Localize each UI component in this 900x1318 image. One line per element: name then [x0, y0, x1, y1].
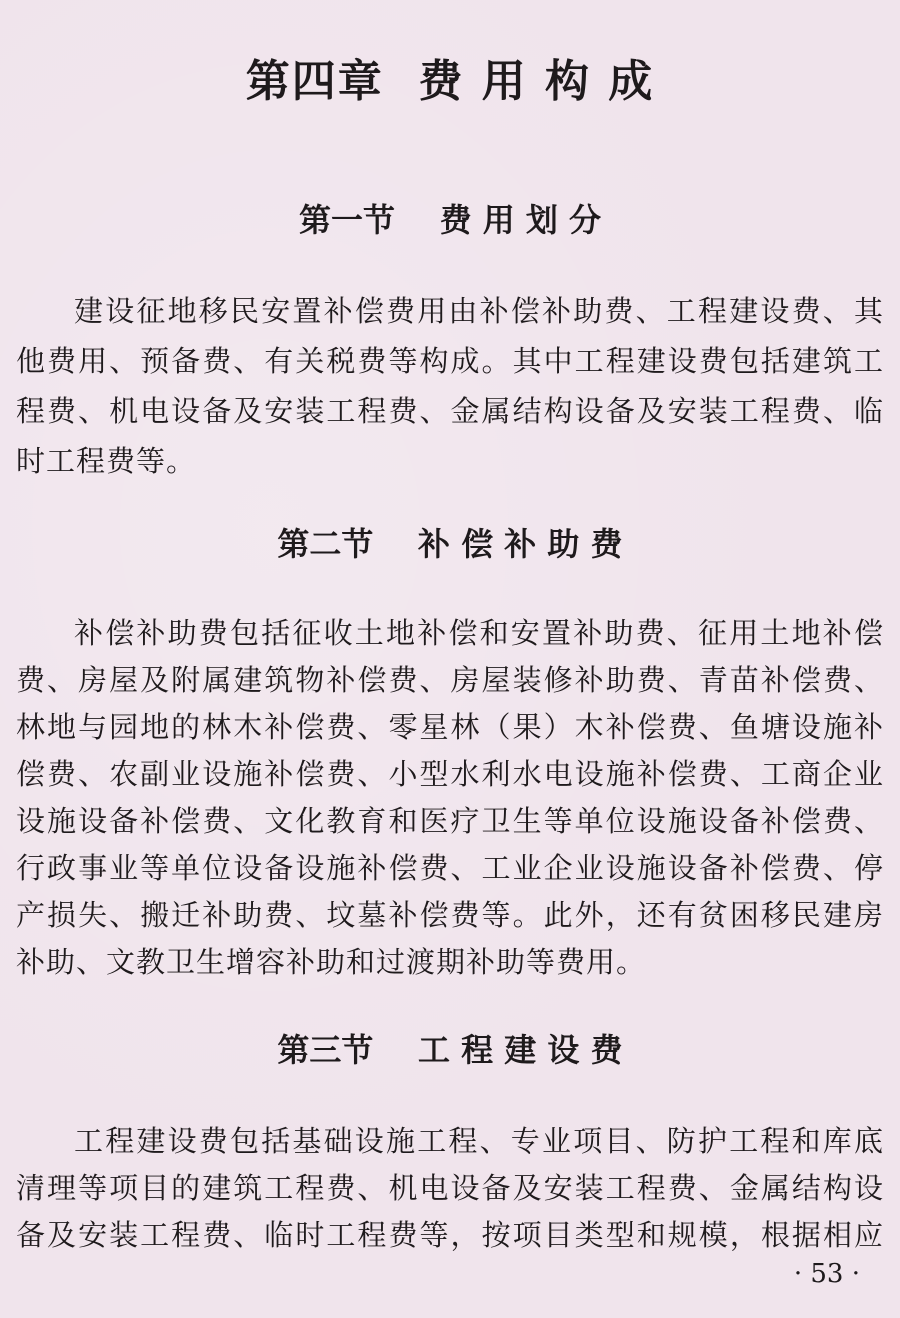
paragraph-line: 他费用、预备费、有关税费等构成。其中工程建设费包括建筑工 — [16, 344, 884, 378]
paragraph-line: 偿费、农副业设施补偿费、小型水利水电设施补偿费、工商企业 — [16, 757, 884, 791]
paragraph-line: 工程建设费包括基础设施工程、专业项目、防护工程和库底 — [74, 1124, 884, 1158]
paragraph-line: 林地与园地的林木补偿费、零星林（果）木补偿费、鱼塘设施补 — [16, 710, 884, 744]
chapter-title: 第四章 费 用 构 成 — [245, 56, 655, 107]
paragraph-line: 清理等项目的建筑工程费、机电设备及安装工程费、金属结构设 — [16, 1171, 884, 1205]
section-3-paragraph — [16, 1118, 884, 1259]
paragraph-line: 行政事业等单位设备设施补偿费、工业企业设施设备补偿费、停 — [16, 851, 884, 885]
section-title-1: 第一节 费 用 划 分 — [299, 201, 601, 239]
page-number: · 53 · — [793, 1259, 860, 1289]
section-title-3: 第三节 工 程 建 设 费 — [277, 1031, 623, 1069]
paragraph-line: 时工程费等。 — [16, 444, 197, 478]
section-2-paragraph — [16, 610, 884, 986]
section-title-2: 第二节 补 偿 补 助 费 — [277, 525, 623, 563]
paragraph-line: 建设征地移民安置补偿费用由补偿补助费、工程建设费、其 — [74, 294, 884, 328]
paragraph-line: 产损失、搬迁补助费、坟墓补偿费等。此外，还有贫困移民建房 — [16, 898, 884, 932]
paragraph-line: 费、房屋及附属建筑物补偿费、房屋装修补助费、青苗补偿费、 — [16, 663, 884, 697]
section-1-paragraph — [16, 286, 884, 486]
paragraph-line: 补助、文教卫生增容补助和过渡期补助等费用。 — [16, 945, 647, 979]
paragraph-line: 设施设备补偿费、文化教育和医疗卫生等单位设施设备补偿费、 — [16, 804, 884, 838]
paragraph-line: 补偿补助费包括征收土地补偿和安置补助费、征用土地补偿 — [74, 616, 884, 650]
paragraph-line: 备及安装工程费、临时工程费等，按项目类型和规模，根据相应 — [16, 1218, 884, 1252]
paragraph-line: 程费、机电设备及安装工程费、金属结构设备及安装工程费、临 — [16, 394, 884, 428]
